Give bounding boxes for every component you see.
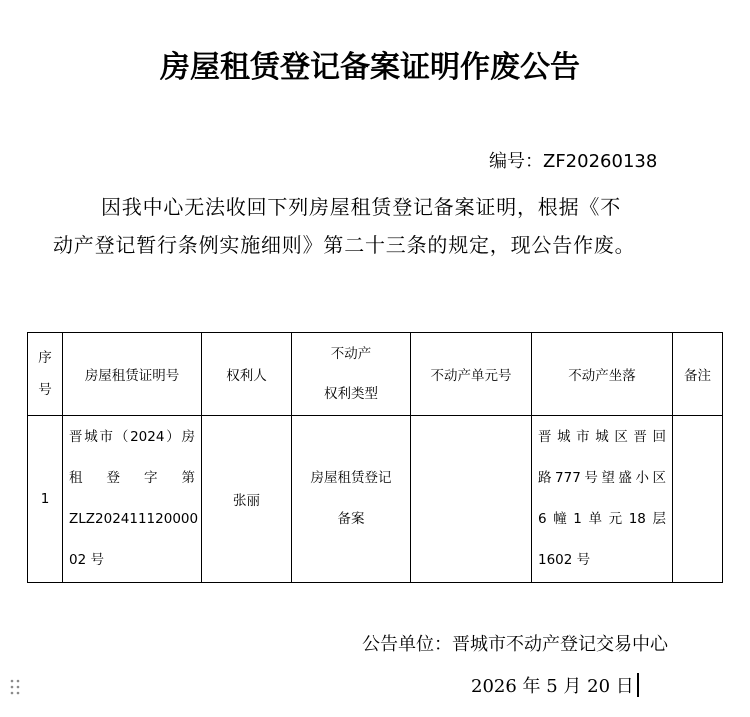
header-right-type — [292, 333, 411, 416]
issuing-organization-label: 公告单位： — [362, 634, 452, 655]
cell-cert-no — [63, 416, 202, 583]
document-number — [489, 150, 657, 174]
right-type-line-1: 房屋租赁登记 — [310, 470, 392, 486]
header-seq-line-2: 号 — [38, 382, 52, 398]
cell-holder: 张丽 — [202, 416, 292, 583]
issuing-organization-name: 晋城市不动产登记交易中心 — [452, 634, 668, 655]
header-right-type-line-2: 权利类型 — [324, 386, 378, 402]
header-seq-line-1: 序 — [38, 350, 52, 366]
header-remark: 备注 — [673, 333, 723, 416]
right-type-line-2: 备案 — [337, 511, 365, 527]
header-holder: 权利人 — [202, 333, 292, 416]
location-line-4: 1602 号 — [538, 552, 591, 568]
cert-no-line-3: ZLZ202411120000 — [69, 511, 199, 527]
issuing-organization — [362, 632, 668, 658]
header-seq — [28, 333, 63, 416]
paragraph-line-1: 因我中心无法收回下列房屋租赁登记备案证明，根据《不 — [101, 195, 621, 219]
document-number-value: ZF20260138 — [543, 151, 658, 172]
location-line-2: 路777号望盛小区 — [538, 470, 666, 486]
header-unit-no: 不动产单元号 — [411, 333, 532, 416]
void-certificate-table — [27, 332, 723, 583]
notice-paragraph — [53, 188, 693, 264]
page-title: 房屋租赁登记备案证明作废公告 — [160, 50, 580, 85]
location-line-1: 晋城市城区晋回 — [538, 429, 666, 445]
cert-no-line-1: 晋城市（2024）房 — [69, 429, 195, 445]
cell-remark — [673, 416, 723, 583]
notice-date — [471, 673, 639, 700]
cert-no-line-2: 租 登 字 第 — [69, 470, 195, 486]
table-row — [28, 416, 723, 583]
cell-location — [532, 416, 673, 583]
header-right-type-line-1: 不动产 — [330, 346, 372, 362]
cell-seq: 1 — [28, 416, 63, 583]
header-cert-no: 房屋租赁证明号 — [63, 333, 202, 416]
cell-right-type — [292, 416, 411, 583]
notice-date-text: 2026 年 5 月 20 日 — [471, 676, 634, 697]
header-location: 不动产坐落 — [532, 333, 673, 416]
text-cursor — [637, 673, 639, 697]
table-header-row — [28, 333, 723, 416]
location-line-3: 6幢1单元18层 — [538, 511, 666, 527]
document-number-label: 编号： — [489, 151, 543, 172]
cert-no-line-4: 02 号 — [69, 552, 104, 568]
drag-handle-icon[interactable] — [10, 679, 20, 695]
cell-unit-no — [411, 416, 532, 583]
paragraph-line-2: 动产登记暂行条例实施细则》第二十三条的规定，现公告作废。 — [53, 233, 636, 257]
